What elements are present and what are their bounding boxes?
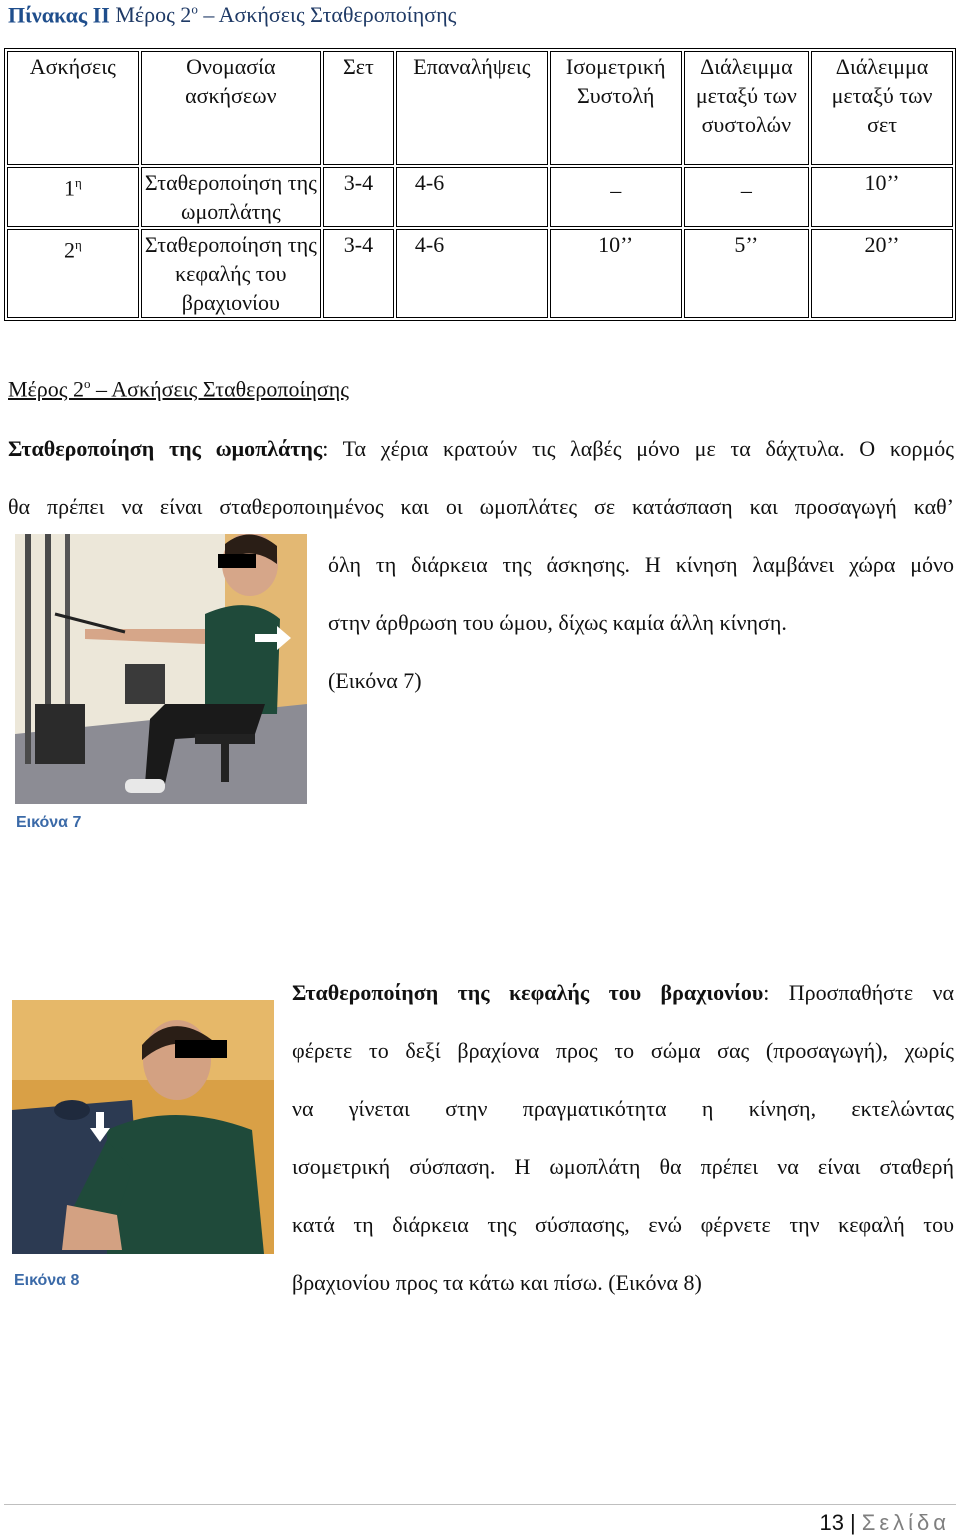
paragraph-scapula: Σταθεροποίηση της ωμοπλάτης: Τα χέρια κρατούν τις λαβές μόνο με τα δάχτυλα. Ο κορμός θα πρέπει να είναι σταθεροποιημένος και οι ωμοπλάτες σε κατάσπαση και προσαγωγή καθ’ bbox=[8, 436, 954, 519]
header-cell: Επαναλήψεις bbox=[396, 51, 548, 165]
footer-separator: | bbox=[850, 1510, 856, 1535]
figure-caption-8: Εικόνα 8 bbox=[14, 1272, 80, 1289]
paragraph-humeral-head: Σταθεροποίηση της κεφαλής του βραχιονίου: Προσπαθήστε να φέρετε το δεξί βραχίονα προς το σώμα σας (προσαγωγή), χωρίς να γίνεται στην πραγματικότητα η κίνηση, εκτελώντας ισομετρική σύσπαση. Η ωμοπλάτη θα πρέπει να είναι σταθερή κατά τη διάρκεια της σύσπασης, ενώ φέρνετε την κεφαλή του βραχιονίου προς τα κάτω και πίσω. (Εικόνα 8) bbox=[292, 980, 954, 1295]
section-heading: Μέρος $2^o$ – Ασκήσεις Σταθεροποίησης bbox=[8, 376, 349, 402]
header-cell: Διάλειμμα μεταξύ των σετ bbox=[811, 51, 953, 165]
exercise-table bbox=[4, 48, 956, 321]
exercise-number: $2^\eta$ bbox=[7, 229, 139, 318]
rest-sets-cell: 10’’ bbox=[811, 167, 953, 227]
isometric-cell: _ bbox=[550, 167, 682, 227]
table-row bbox=[7, 167, 953, 227]
caption-part: Μέρος $2^o$ – Ασκήσεις Σταθεροποίησης bbox=[115, 2, 457, 28]
header-cell: Σετ bbox=[323, 51, 394, 165]
exercise-name: Σταθεροποίηση της ωμοπλάτης bbox=[141, 167, 321, 227]
page-word: Σελίδα bbox=[861, 1510, 950, 1535]
rest-contraction-cell: _ bbox=[684, 167, 810, 227]
sets-cell: 3-4 bbox=[323, 229, 394, 318]
table-header-row bbox=[7, 51, 953, 165]
rest-sets-cell: 20’’ bbox=[811, 229, 953, 318]
figure-caption-7: Εικόνα 7 bbox=[16, 814, 82, 831]
page-footer bbox=[820, 1510, 950, 1536]
paragraph-heading: Σταθεροποίηση της ωμοπλάτης bbox=[8, 436, 323, 461]
table-caption bbox=[8, 2, 456, 28]
paragraph-scapula-continued: όλη τη διάρκεια της άσκησης. Η κίνηση λαμβάνει χώρα μόνο στην άρθρωση του ώμου, δίχως καμία άλλη κίνηση. (Εικόνα 7) bbox=[328, 552, 954, 693]
page-number: 13 bbox=[819, 1510, 845, 1535]
footer-divider bbox=[4, 1504, 956, 1505]
exercise-photo-8 bbox=[12, 1000, 274, 1254]
exercise-number: $1^\eta$ bbox=[7, 167, 139, 227]
reps-cell: 4-6 bbox=[396, 229, 548, 318]
exercise-name: Σταθεροποίηση της κεφαλής του βραχιονίου bbox=[141, 229, 321, 318]
header-cell: Ονομασία ασκήσεων bbox=[141, 51, 321, 165]
sets-cell: 3-4 bbox=[323, 167, 394, 227]
exercise-photo-7 bbox=[15, 534, 307, 804]
header-cell: Διάλειμμα μεταξύ των συστολών bbox=[684, 51, 810, 165]
rest-contraction-cell: 5’’ bbox=[684, 229, 810, 318]
reps-cell: 4-6 bbox=[396, 167, 548, 227]
paragraph-heading: Σταθεροποίηση της κεφαλής του βραχιονίου bbox=[292, 980, 764, 1005]
isometric-cell: 10’’ bbox=[550, 229, 682, 318]
table-row bbox=[7, 229, 953, 318]
caption-label: Πίνακας ΙΙ bbox=[8, 2, 110, 28]
header-cell: Ασκήσεις bbox=[7, 51, 139, 165]
header-cell: Ισομετρική Συστολή bbox=[550, 51, 682, 165]
